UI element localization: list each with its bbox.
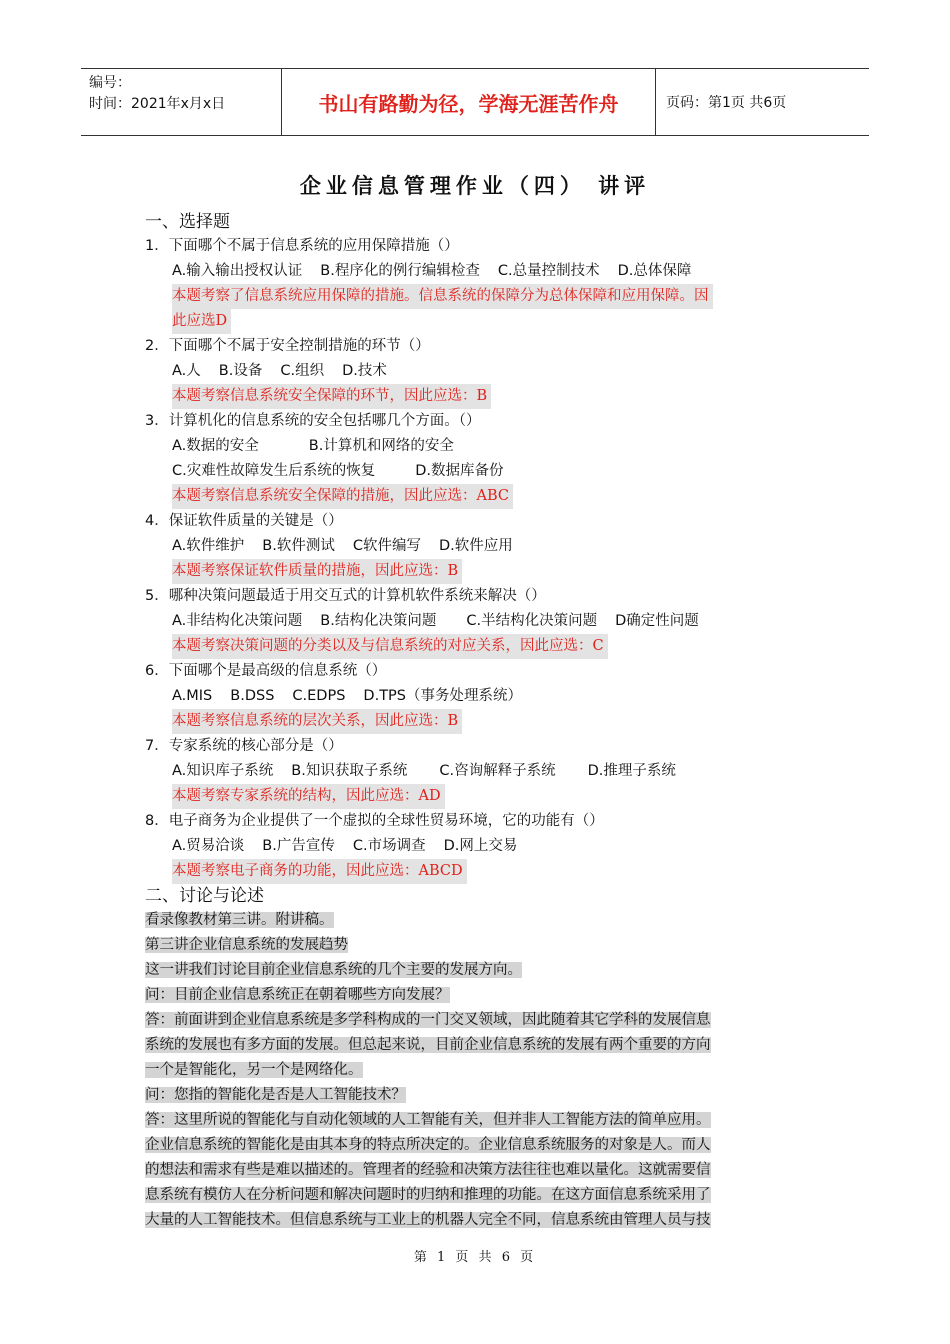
- option-text: B.软件测试: [262, 538, 335, 554]
- question-list: [145, 234, 810, 884]
- document-title: 企业信息管理作业（四） 讲评: [299, 174, 651, 198]
- option-text: C.灾难性故障发生后系统的恢复: [172, 463, 376, 479]
- section-heading-choice: 一、选择题: [145, 212, 230, 232]
- discussion-line: 答：前面讲到企业信息系统是多学科构成的一门交叉领域，因此随着其它学科的发展信息: [145, 1012, 711, 1028]
- option-text: A.MIS: [172, 688, 213, 704]
- question-item: [145, 734, 810, 809]
- option-text: C软件编写: [352, 538, 421, 554]
- question-text: 4．保证软件质量的关键是（）: [145, 513, 343, 529]
- question-text: 1．下面哪个不属于信息系统的应用保障措施（）: [145, 238, 459, 254]
- discussion-line: 问：您指的智能化是否是人工智能技术？: [145, 1087, 406, 1103]
- option-text: A.非结构化决策问题: [172, 613, 303, 629]
- question-item: [145, 409, 810, 509]
- option-row: [145, 359, 810, 384]
- option-row: [145, 834, 810, 859]
- motto: 书山有路勤为径，学海无涯苦作舟: [282, 69, 656, 135]
- page-footer: 第 1 页 共 6 页: [413, 1250, 537, 1265]
- question-item: [145, 334, 810, 409]
- answer-explanation: 本题考察信息系统安全保障的环节，因此应选：B: [172, 384, 491, 409]
- option-row: [145, 434, 810, 459]
- answer-explanation: 本题考察电子商务的功能，因此应选：ABCD: [172, 859, 467, 884]
- option-text: C.半结构化决策问题: [466, 613, 598, 629]
- option-text: C.咨询解释子系统: [439, 763, 556, 779]
- option-text: A.知识库子系统: [172, 763, 274, 779]
- section-heading-discussion: 二、讨论与论述: [145, 886, 264, 906]
- option-row: [145, 684, 810, 709]
- discussion-line: 问：目前企业信息系统正在朝着哪些方向发展？: [145, 987, 450, 1003]
- option-text: D确定性问题: [615, 613, 699, 629]
- date-label: 时间：2021年x月x日: [89, 96, 226, 112]
- document-body: [145, 210, 810, 1233]
- option-row: [145, 534, 810, 559]
- question-item: [145, 584, 810, 659]
- option-text: D.技术: [342, 363, 387, 379]
- option-text: B.设备: [218, 363, 263, 379]
- answer-explanation: 此应选D: [172, 309, 231, 334]
- option-text: A.软件维护: [172, 538, 245, 554]
- answer-explanation: 本题考察信息系统安全保障的措施，因此应选：ABC: [172, 484, 513, 509]
- discussion-line: 看录像教材第三讲。附讲稿。: [145, 912, 334, 928]
- option-text: B.结构化决策问题: [320, 613, 437, 629]
- answer-explanation: 本题考察信息系统的层次关系，因此应选：B: [172, 709, 462, 734]
- answer-explanation: 本题考察保证软件质量的措施，因此应选：B: [172, 559, 462, 584]
- question-item: [145, 234, 810, 334]
- option-row: [145, 609, 810, 634]
- option-text: D.网上交易: [443, 838, 518, 854]
- discussion-line: 第三讲企业信息系统的发展趋势: [145, 937, 348, 953]
- discussion-line: 企业信息系统的智能化是由其本身的特点所决定的。企业信息系统服务的对象是人。而人: [145, 1137, 711, 1153]
- discussion-line: 息系统有模仿人在分析问题和解决问题时的归纳和推理的功能。在这方面信息系统采用了: [145, 1187, 711, 1203]
- discussion-list: [145, 908, 810, 1233]
- option-text: C.EDPS: [292, 688, 346, 704]
- page-code: 页码：第1页 共6页: [666, 95, 787, 111]
- question-text: 7．专家系统的核心部分是（）: [145, 738, 343, 754]
- option-text: A.人: [172, 363, 201, 379]
- option-text: B.计算机和网络的安全: [308, 438, 454, 454]
- question-text: 3．计算机化的信息系统的安全包括哪几个方面。（）: [145, 413, 481, 429]
- option-text: A.贸易洽谈: [172, 838, 245, 854]
- option-row: [145, 259, 810, 284]
- question-item: [145, 509, 810, 584]
- option-text: C.市场调查: [352, 838, 426, 854]
- discussion-line: 答：这里所说的智能化与自动化领域的人工智能有关，但并非人工智能方法的简单应用。: [145, 1112, 711, 1128]
- option-text: D.TPS（事务处理系统）: [363, 688, 523, 704]
- question-item: [145, 809, 810, 884]
- question-text: 6．下面哪个是最高级的信息系统（）: [145, 663, 387, 679]
- question-text: 2．下面哪个不属于安全控制措施的环节（）: [145, 338, 430, 354]
- discussion-line: 系统的发展也有多方面的发展。但总起来说，目前企业信息系统的发展有两个重要的方向: [145, 1037, 711, 1053]
- option-text: C.组织: [280, 363, 325, 379]
- option-text: D.总体保障: [617, 263, 692, 279]
- page-header: [81, 68, 869, 136]
- question-text: 5．哪种决策问题最适于用交互式的计算机软件系统来解决（）: [145, 588, 546, 604]
- question-item: [145, 659, 810, 734]
- answer-explanation: 本题考察专家系统的结构，因此应选：AD: [172, 784, 445, 809]
- number-label: 编号：: [89, 75, 131, 91]
- discussion-line: 一个是智能化，另一个是网络化。: [145, 1062, 363, 1078]
- option-text: D.数据库备份: [415, 463, 504, 479]
- option-text: D.软件应用: [438, 538, 513, 554]
- discussion-line: 的想法和需求有些是难以描述的。管理者的经验和决策方法往往也难以量化。这就需要信: [145, 1162, 711, 1178]
- option-text: B.程序化的例行编辑检查: [320, 263, 480, 279]
- answer-explanation: 本题考察决策问题的分类以及与信息系统的对应关系，因此应选：C: [172, 634, 608, 659]
- option-text: A.数据的安全: [172, 438, 259, 454]
- option-row: [145, 459, 810, 484]
- option-text: B.知识获取子系统: [291, 763, 408, 779]
- option-text: C.总量控制技术: [497, 263, 600, 279]
- discussion-line: 大量的人工智能技术。但信息系统与工业上的机器人完全不同，信息系统由管理人员与技: [145, 1212, 711, 1228]
- option-text: A.输入输出授权认证: [172, 263, 303, 279]
- question-text: 8．电子商务为企业提供了一个虚拟的全球性贸易环境，它的功能有（）: [145, 813, 604, 829]
- discussion-line: 这一讲我们讨论目前企业信息系统的几个主要的发展方向。: [145, 962, 522, 978]
- option-text: B.广告宣传: [262, 838, 335, 854]
- option-text: D.推理子系统: [587, 763, 676, 779]
- option-row: [145, 759, 810, 784]
- header-left-cell: [81, 69, 282, 135]
- answer-explanation: 本题考察了信息系统应用保障的措施。信息系统的保障分为总体保障和应用保障。因: [172, 284, 713, 309]
- option-text: B.DSS: [230, 688, 275, 704]
